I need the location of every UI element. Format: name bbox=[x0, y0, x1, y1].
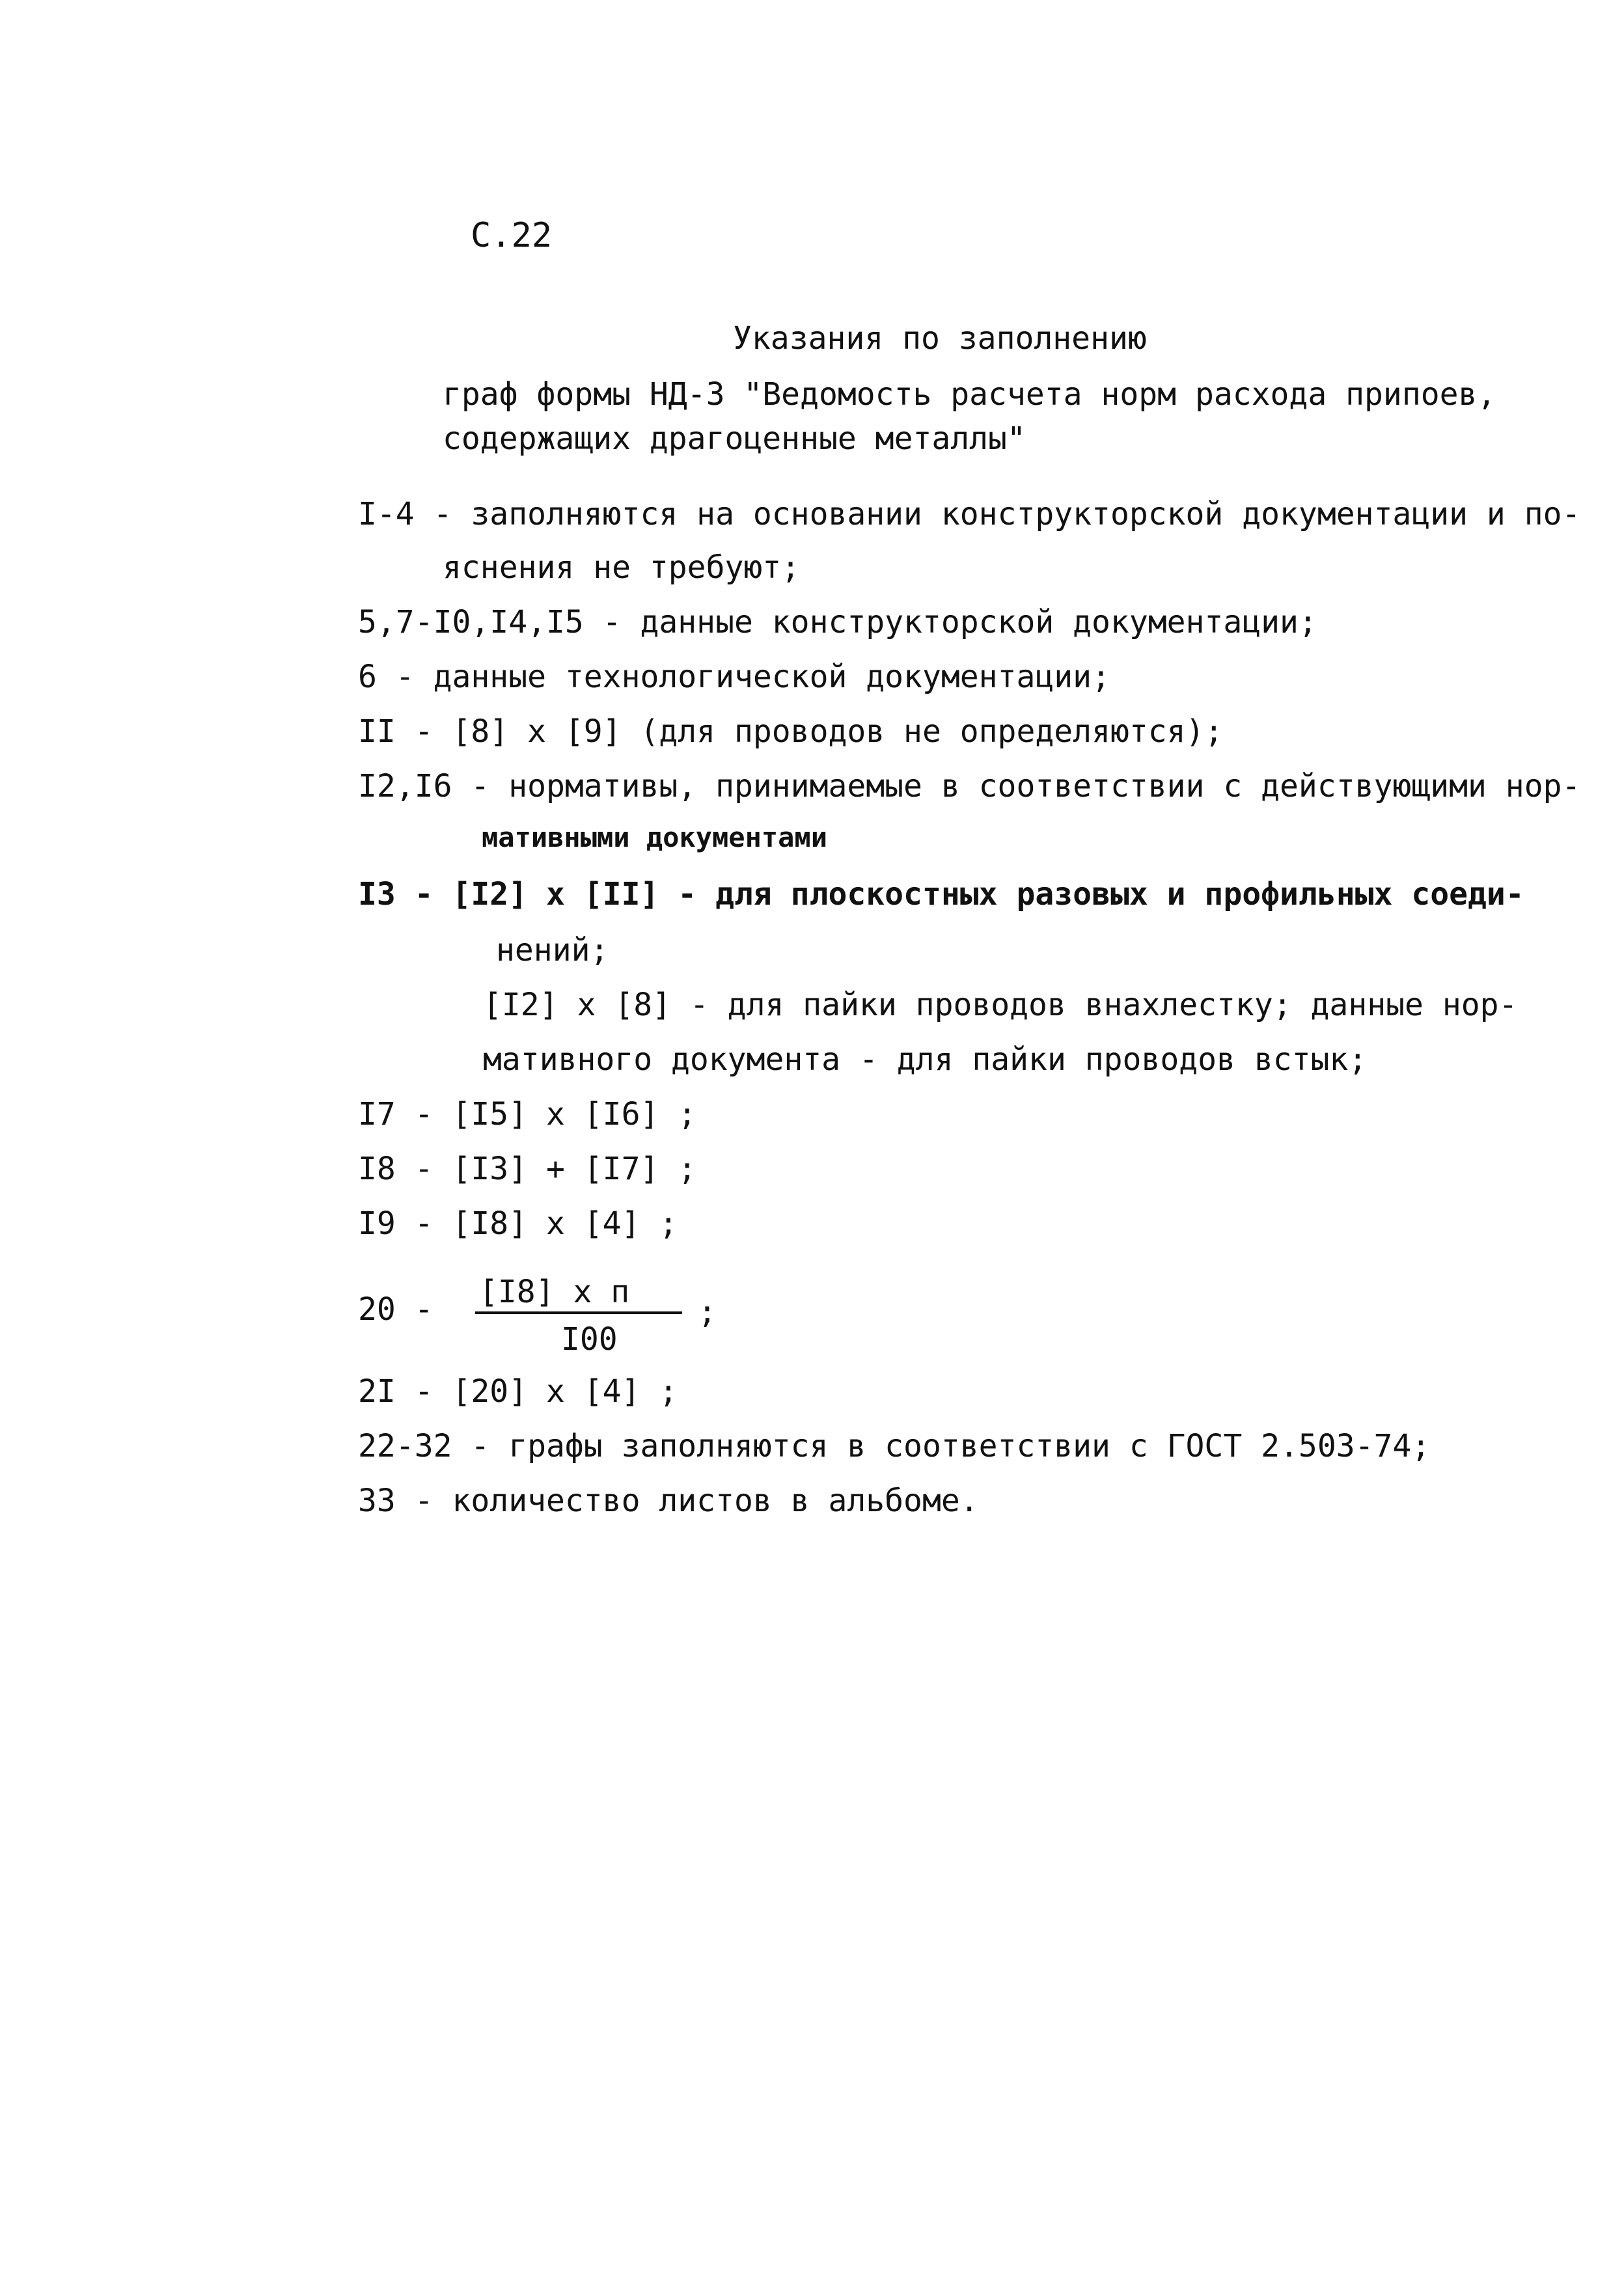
instruction-item-10-label: 20 - bbox=[358, 1291, 434, 1328]
instruction-item-9: I9 - [I8] x [4] ; bbox=[358, 1205, 678, 1242]
instruction-item-6-line-3: [I2] x [8] - для пайки проводов внахлестку; данные нор- bbox=[483, 987, 1518, 1023]
instruction-item-10-tail: ; bbox=[698, 1294, 717, 1330]
instruction-item-11: 2I - [20] x [4] ; bbox=[358, 1373, 678, 1410]
instruction-item-2: 5,7-I0,I4,I5 - данные конструкторской документации; bbox=[358, 604, 1317, 640]
fraction-denominator: I00 bbox=[561, 1321, 618, 1358]
instruction-item-13: 33 - количество листов в альбоме. bbox=[358, 1483, 979, 1519]
fraction-bar bbox=[475, 1311, 682, 1314]
instruction-item-1-line-1: I-4 - заполняются на основании конструкторской документации и по- bbox=[358, 496, 1581, 532]
fraction-numerator: [I8] x п bbox=[479, 1274, 630, 1310]
instruction-item-6-line-1: I3 - [I2] x [II] - для плоскостных разовых и профильных соеди- bbox=[358, 876, 1524, 912]
document-title: Указания по заполнению bbox=[733, 320, 1147, 357]
document-subtitle-line-2: содержащих драгоценные металлы" bbox=[443, 420, 1026, 457]
instruction-item-3: 6 - данные технологической документации; bbox=[358, 659, 1110, 695]
instruction-item-4: II - [8] x [9] (для проводов не определяются); bbox=[358, 713, 1224, 750]
instruction-item-7: I7 - [I5] x [I6] ; bbox=[358, 1096, 697, 1132]
page-number: С.22 bbox=[471, 216, 553, 255]
instruction-item-6-line-4: мативного документа - для пайки проводов встык; bbox=[483, 1041, 1368, 1078]
instruction-item-5-line-1: I2,I6 - нормативы, принимаемые в соответствии с действующими нор- bbox=[358, 768, 1581, 804]
instruction-item-6-line-2: нений; bbox=[496, 932, 609, 968]
document-subtitle-line-1: граф формы НД-3 "Ведомость расчета норм расхода припоев, bbox=[443, 376, 1496, 413]
instruction-item-5-line-2: мативными документами bbox=[482, 821, 828, 853]
instruction-item-1-line-2: яснения не требуют; bbox=[443, 549, 801, 586]
instruction-item-8: I8 - [I3] + [I7] ; bbox=[358, 1151, 697, 1187]
instruction-item-12: 22-32 - графы заполняются в соответствии с ГОСТ 2.503-74; bbox=[358, 1428, 1431, 1464]
